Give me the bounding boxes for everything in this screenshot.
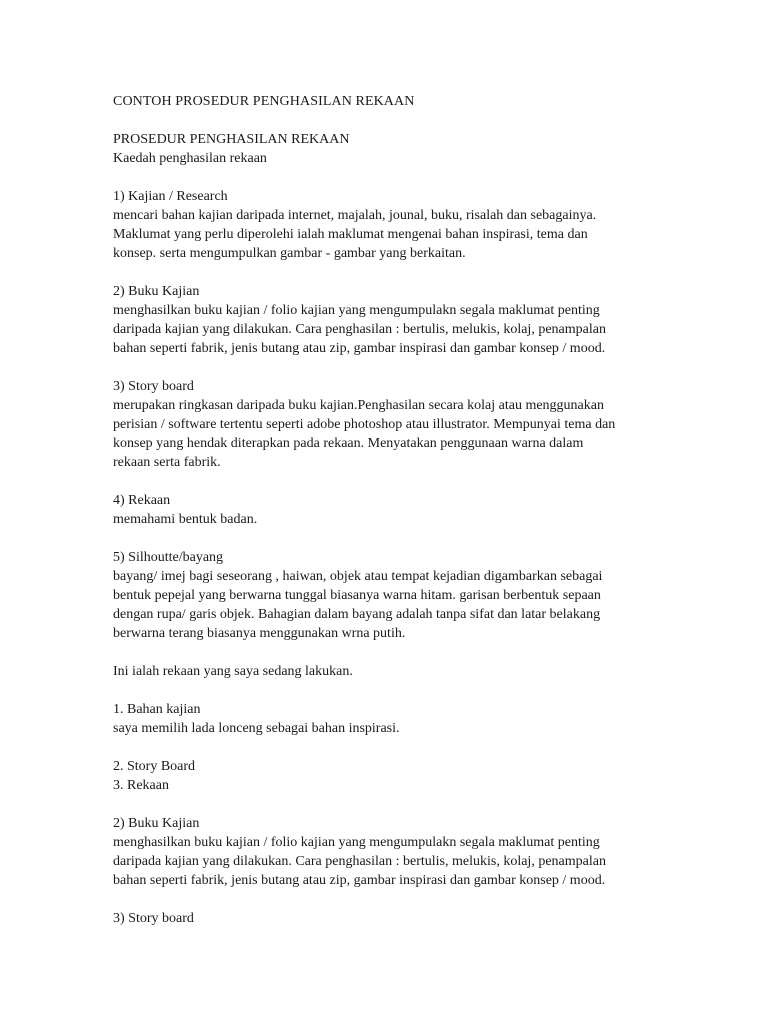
paragraph-heading-line: 4) Rekaan bbox=[113, 493, 171, 508]
paragraph-text-line: bentuk pepejal yang berwarna tunggal biasanya warna hitam. garisan berbentuk sepaan bbox=[113, 588, 601, 603]
paragraph-text-line: Maklumat yang perlu diperolehi ialah maklumat mengenai bahan inspirasi, tema dan bbox=[113, 227, 588, 242]
paragraph-text-line: konsep yang hendak diterapkan pada rekaan. Menyatakan penggunaan warna dalam bbox=[113, 436, 584, 451]
paragraph-heading-line: 1) Kajian / Research bbox=[113, 189, 228, 204]
document-body bbox=[113, 92, 673, 947]
paragraph-text-line: bahan seperti fabrik, jenis butang atau zip, gambar inspirasi dan gambar konsep / mood. bbox=[113, 341, 606, 356]
paragraph-block bbox=[113, 700, 673, 738]
paragraph-text-line: perisian / software tertentu seperti adobe photoshop atau illustrator. Mempunyai tema dan bbox=[113, 417, 616, 432]
paragraph-text-line: konsep. serta mengumpulkan gambar - gambar yang berkaitan. bbox=[113, 246, 466, 261]
paragraph-block bbox=[113, 282, 673, 358]
paragraph-text-line: menghasilkan buku kajian / folio kajian yang mengumpulakn segala maklumat penting bbox=[113, 835, 600, 850]
paragraph-text-line: menghasilkan buku kajian / folio kajian yang mengumpulakn segala maklumat penting bbox=[113, 303, 600, 318]
paragraph-heading-line: PROSEDUR PENGHASILAN REKAAN bbox=[113, 132, 350, 147]
paragraph-heading-line: 2) Buku Kajian bbox=[113, 816, 200, 831]
document-blocks bbox=[113, 130, 673, 928]
paragraph-text-line: dengan rupa/ garis objek. Bahagian dalam bayang adalah tanpa sifat dan latar belakang bbox=[113, 607, 601, 622]
paragraph-text-line: memahami bentuk badan. bbox=[113, 512, 258, 527]
paragraph-heading-line: Ini ialah rekaan yang saya sedang lakukan. bbox=[113, 664, 353, 679]
paragraph-block bbox=[113, 757, 673, 795]
paragraph-text-line: daripada kajian yang dilakukan. Cara penghasilan : bertulis, melukis, kolaj, penampalan bbox=[113, 854, 606, 869]
paragraph-block bbox=[113, 662, 673, 681]
paragraph-text-line: merupakan ringkasan daripada buku kajian.Penghasilan secara kolaj atau menggunakan bbox=[113, 398, 604, 413]
paragraph-block bbox=[113, 491, 673, 529]
paragraph-heading-line: 2) Buku Kajian bbox=[113, 284, 200, 299]
paragraph-block bbox=[113, 130, 673, 168]
document-title-block bbox=[113, 92, 673, 111]
paragraph-heading-line: 1. Bahan kajian bbox=[113, 702, 201, 717]
paragraph-text-line: daripada kajian yang dilakukan. Cara penghasilan : bertulis, melukis, kolaj, penampalan bbox=[113, 322, 606, 337]
paragraph-text-line: bayang/ imej bagi seseorang , haiwan, objek atau tempat kejadian digambarkan sebagai bbox=[113, 569, 603, 584]
paragraph-block bbox=[113, 548, 673, 643]
paragraph-text-line: rekaan serta fabrik. bbox=[113, 455, 221, 470]
document-title: CONTOH PROSEDUR PENGHASILAN REKAAN bbox=[113, 94, 415, 109]
paragraph-text-line: berwarna terang biasanya menggunakan wrna putih. bbox=[113, 626, 406, 641]
paragraph-heading-line: 5) Silhoutte/bayang bbox=[113, 550, 224, 565]
paragraph-block bbox=[113, 187, 673, 263]
paragraph-heading-line: 3) Story board bbox=[113, 379, 194, 394]
paragraph-block bbox=[113, 909, 673, 928]
paragraph-heading-line: 3) Story board bbox=[113, 911, 194, 926]
paragraph-block bbox=[113, 814, 673, 890]
paragraph-text-line: 3. Rekaan bbox=[113, 778, 169, 793]
paragraph-heading-line: 2. Story Board bbox=[113, 759, 196, 774]
paragraph-text-line: Kaedah penghasilan rekaan bbox=[113, 151, 267, 166]
paragraph-block bbox=[113, 377, 673, 472]
paragraph-text-line: mencari bahan kajian daripada internet, majalah, jounal, buku, risalah dan sebagainya. bbox=[113, 208, 597, 223]
paragraph-text-line: saya memilih lada lonceng sebagai bahan inspirasi. bbox=[113, 721, 400, 736]
paragraph-text-line: bahan seperti fabrik, jenis butang atau zip, gambar inspirasi dan gambar konsep / mood. bbox=[113, 873, 606, 888]
